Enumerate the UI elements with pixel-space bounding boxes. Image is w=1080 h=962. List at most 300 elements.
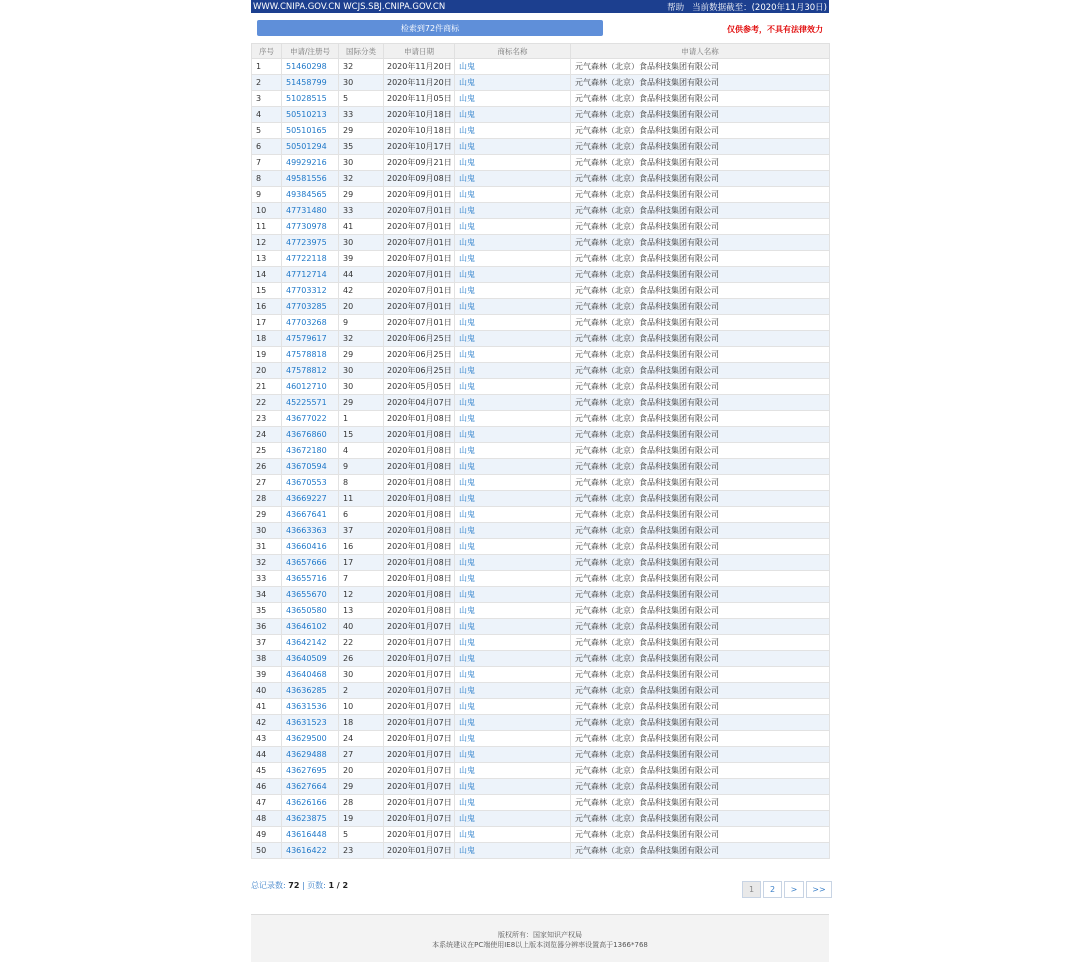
trademark-name-link[interactable]: 山鬼 bbox=[459, 558, 475, 567]
registration-number-link[interactable]: 47703312 bbox=[286, 286, 327, 295]
registration-number-cell bbox=[282, 219, 339, 235]
row-number bbox=[252, 123, 282, 139]
row-number: 20 bbox=[256, 366, 267, 375]
applicant-cell bbox=[571, 683, 830, 699]
registration-number-link[interactable]: 47578818 bbox=[286, 350, 327, 359]
registration-number-link[interactable]: 50510213 bbox=[286, 110, 327, 119]
table-row bbox=[252, 635, 830, 651]
registration-number-cell bbox=[282, 315, 339, 331]
applicant-cell bbox=[571, 315, 830, 331]
trademark-name-link[interactable]: 山鬼 bbox=[459, 478, 475, 487]
trademark-name-link[interactable]: 山鬼 bbox=[459, 814, 475, 823]
table-row bbox=[252, 299, 830, 315]
registration-number-link[interactable]: 47730978 bbox=[286, 222, 327, 231]
class-cell: 24 bbox=[343, 734, 354, 743]
trademark-name-link[interactable]: 山鬼 bbox=[459, 142, 475, 151]
table-row bbox=[252, 795, 830, 811]
row-number: 27 bbox=[256, 478, 267, 487]
trademark-name-link[interactable]: 山鬼 bbox=[459, 318, 475, 327]
trademark-name-link[interactable]: 山鬼 bbox=[459, 494, 475, 503]
applicant-cell: 元气森林（北京）食品科技集团有限公司 bbox=[575, 526, 719, 535]
header-class[interactable]: 国际分类 bbox=[339, 44, 384, 59]
registration-number-cell bbox=[282, 811, 339, 827]
date-cell bbox=[384, 699, 455, 715]
registration-number-link[interactable]: 43646102 bbox=[286, 622, 327, 631]
registration-number-cell bbox=[282, 459, 339, 475]
registration-number-link[interactable]: 43667641 bbox=[286, 510, 327, 519]
date-cell: 2020年05月05日 bbox=[387, 382, 452, 391]
registration-number-link[interactable]: 45225571 bbox=[286, 398, 327, 407]
table-row bbox=[252, 219, 830, 235]
table-row bbox=[252, 491, 830, 507]
applicant-cell: 元气森林（北京）食品科技集团有限公司 bbox=[575, 798, 719, 807]
trademark-name-link[interactable]: 山鬼 bbox=[459, 430, 475, 439]
row-number: 21 bbox=[256, 382, 267, 391]
trademark-name-link[interactable]: 山鬼 bbox=[459, 174, 475, 183]
trademark-name-link[interactable]: 山鬼 bbox=[459, 622, 475, 631]
class-cell bbox=[339, 411, 384, 427]
registration-number-link[interactable]: 43672180 bbox=[286, 446, 327, 455]
registration-number-link[interactable]: 46012710 bbox=[286, 382, 327, 391]
trademark-name-cell bbox=[455, 283, 571, 299]
registration-number-link[interactable]: 43650580 bbox=[286, 606, 327, 615]
registration-number-link[interactable]: 47712714 bbox=[286, 270, 327, 279]
trademark-name-cell bbox=[455, 459, 571, 475]
row-number: 34 bbox=[256, 590, 267, 599]
row-number bbox=[252, 347, 282, 363]
row-number: 23 bbox=[256, 414, 267, 423]
trademark-name-link[interactable]: 山鬼 bbox=[459, 382, 475, 391]
applicant-cell: 元气森林（北京）食品科技集团有限公司 bbox=[575, 238, 719, 247]
header-applicant[interactable]: 申请人名称 bbox=[571, 44, 830, 59]
class-cell: 10 bbox=[343, 702, 354, 711]
trademark-name-link[interactable]: 山鬼 bbox=[459, 670, 475, 679]
class-cell bbox=[339, 155, 384, 171]
class-cell bbox=[339, 427, 384, 443]
registration-number-link[interactable]: 47703285 bbox=[286, 302, 327, 311]
trademark-name-link[interactable]: 山鬼 bbox=[459, 414, 475, 423]
date-cell: 2020年01月08日 bbox=[387, 446, 452, 455]
registration-number-cell bbox=[282, 747, 339, 763]
trademark-name-link[interactable]: 山鬼 bbox=[459, 62, 475, 71]
registration-number-cell bbox=[282, 91, 339, 107]
registration-number-link[interactable]: 47579617 bbox=[286, 334, 327, 343]
date-cell bbox=[384, 283, 455, 299]
applicant-cell: 元气森林（北京）食品科技集团有限公司 bbox=[575, 766, 719, 775]
class-cell: 30 bbox=[343, 670, 354, 679]
date-cell: 2020年01月08日 bbox=[387, 558, 452, 567]
registration-number-link[interactable]: 43627664 bbox=[286, 782, 327, 791]
trademark-name-link[interactable]: 山鬼 bbox=[459, 398, 475, 407]
trademark-name-cell bbox=[455, 315, 571, 331]
header-date[interactable]: 申请日期 bbox=[384, 44, 455, 59]
class-cell bbox=[339, 571, 384, 587]
applicant-cell bbox=[571, 763, 830, 779]
row-number: 18 bbox=[256, 334, 267, 343]
registration-number-link[interactable]: 43642142 bbox=[286, 638, 327, 647]
trademark-name-cell bbox=[455, 699, 571, 715]
trademark-name-link[interactable]: 山鬼 bbox=[459, 510, 475, 519]
row-number: 36 bbox=[256, 622, 267, 631]
trademark-name-link[interactable]: 山鬼 bbox=[459, 302, 475, 311]
trademark-name-cell bbox=[455, 347, 571, 363]
row-number bbox=[252, 59, 282, 75]
row-number bbox=[252, 379, 282, 395]
class-cell: 9 bbox=[343, 318, 349, 327]
record-summary bbox=[251, 880, 348, 891]
registration-number-link[interactable]: 50510165 bbox=[286, 126, 327, 135]
date-cell bbox=[384, 683, 455, 699]
date-cell bbox=[384, 107, 455, 123]
registration-number-cell bbox=[282, 379, 339, 395]
trademark-name-link[interactable]: 山鬼 bbox=[459, 574, 475, 583]
row-number: 29 bbox=[256, 510, 267, 519]
registration-number-link[interactable]: 43670594 bbox=[286, 462, 327, 471]
date-cell bbox=[384, 379, 455, 395]
applicant-cell bbox=[571, 555, 830, 571]
row-number: 22 bbox=[256, 398, 267, 407]
applicant-cell: 元气森林（北京）食品科技集团有限公司 bbox=[575, 494, 719, 503]
registration-number-link[interactable]: 47722118 bbox=[286, 254, 327, 263]
applicant-cell bbox=[571, 219, 830, 235]
applicant-cell: 元气森林（北京）食品科技集团有限公司 bbox=[575, 190, 719, 199]
registration-number-link[interactable]: 43629500 bbox=[286, 734, 327, 743]
class-cell bbox=[339, 459, 384, 475]
row-number bbox=[252, 635, 282, 651]
table-row bbox=[252, 395, 830, 411]
row-number: 31 bbox=[256, 542, 267, 551]
row-number bbox=[252, 267, 282, 283]
row-number: 7 bbox=[256, 158, 262, 167]
class-cell: 18 bbox=[343, 718, 354, 727]
trademark-name-link[interactable]: 山鬼 bbox=[459, 846, 475, 855]
class-cell bbox=[339, 651, 384, 667]
top-bar bbox=[251, 0, 829, 13]
applicant-cell bbox=[571, 299, 830, 315]
date-cell bbox=[384, 395, 455, 411]
date-cell: 2020年01月07日 bbox=[387, 670, 452, 679]
table-row bbox=[252, 507, 830, 523]
registration-number-link[interactable]: 43616448 bbox=[286, 830, 327, 839]
trademark-name-link[interactable]: 山鬼 bbox=[459, 590, 475, 599]
trademark-name-link[interactable]: 山鬼 bbox=[459, 190, 475, 199]
search-result-row bbox=[251, 13, 829, 43]
registration-number-link[interactable]: 49581556 bbox=[286, 174, 327, 183]
registration-number-link[interactable]: 43631536 bbox=[286, 702, 327, 711]
date-cell bbox=[384, 619, 455, 635]
row-number bbox=[252, 811, 282, 827]
registration-number-link[interactable]: 43627695 bbox=[286, 766, 327, 775]
table-row bbox=[252, 603, 830, 619]
date-cell: 2020年01月07日 bbox=[387, 638, 452, 647]
page-2-button[interactable]: 2 bbox=[763, 881, 782, 898]
date-cell bbox=[384, 91, 455, 107]
class-cell bbox=[339, 395, 384, 411]
row-number: 17 bbox=[256, 318, 267, 327]
row-number: 33 bbox=[256, 574, 267, 583]
trademark-name-link[interactable]: 山鬼 bbox=[459, 606, 475, 615]
trademark-name-link[interactable]: 山鬼 bbox=[459, 798, 475, 807]
registration-number-link[interactable]: 43623875 bbox=[286, 814, 327, 823]
class-cell: 29 bbox=[343, 398, 354, 407]
registration-number-link[interactable]: 49929216 bbox=[286, 158, 327, 167]
applicant-cell bbox=[571, 331, 830, 347]
header-trademark-name[interactable]: 商标名称 bbox=[455, 44, 571, 59]
applicant-cell: 元气森林（北京）食品科技集团有限公司 bbox=[575, 622, 719, 631]
class-cell bbox=[339, 843, 384, 859]
row-number bbox=[252, 459, 282, 475]
row-number bbox=[252, 107, 282, 123]
copyright-footer bbox=[251, 914, 829, 962]
row-number: 50 bbox=[256, 846, 267, 855]
row-number bbox=[252, 411, 282, 427]
class-cell bbox=[339, 443, 384, 459]
trademark-name-link[interactable]: 山鬼 bbox=[459, 830, 475, 839]
row-number bbox=[252, 139, 282, 155]
registration-number-link[interactable]: 43616422 bbox=[286, 846, 327, 855]
trademark-name-cell bbox=[455, 299, 571, 315]
class-cell: 16 bbox=[343, 542, 354, 551]
registration-number-link[interactable]: 47578812 bbox=[286, 366, 327, 375]
registration-number-cell bbox=[282, 555, 339, 571]
trademark-name-link[interactable]: 山鬼 bbox=[459, 686, 475, 695]
trademark-name-link[interactable]: 山鬼 bbox=[459, 638, 475, 647]
row-number: 4 bbox=[256, 110, 262, 119]
trademark-name-cell bbox=[455, 683, 571, 699]
applicant-cell: 元气森林（北京）食品科技集团有限公司 bbox=[575, 574, 719, 583]
table-row bbox=[252, 715, 830, 731]
registration-number-link[interactable]: 43629488 bbox=[286, 750, 327, 759]
applicant-cell bbox=[571, 283, 830, 299]
trademark-name-cell bbox=[455, 59, 571, 75]
trademark-name-link[interactable]: 山鬼 bbox=[459, 766, 475, 775]
class-cell: 15 bbox=[343, 430, 354, 439]
row-number bbox=[252, 779, 282, 795]
trademark-name-link[interactable]: 山鬼 bbox=[459, 366, 475, 375]
date-cell: 2020年10月18日 bbox=[387, 110, 452, 119]
trademark-name-link[interactable]: 山鬼 bbox=[459, 718, 475, 727]
applicant-cell: 元气森林（北京）食品科技集团有限公司 bbox=[575, 590, 719, 599]
row-number: 32 bbox=[256, 558, 267, 567]
date-cell bbox=[384, 651, 455, 667]
table-row bbox=[252, 443, 830, 459]
date-cell: 2020年01月07日 bbox=[387, 766, 452, 775]
trademark-name-link[interactable]: 山鬼 bbox=[459, 654, 475, 663]
registration-number-cell bbox=[282, 443, 339, 459]
applicant-cell bbox=[571, 491, 830, 507]
registration-number-link[interactable]: 51028515 bbox=[286, 94, 327, 103]
trademark-name-link[interactable]: 山鬼 bbox=[459, 782, 475, 791]
registration-number-link[interactable]: 50501294 bbox=[286, 142, 327, 151]
registration-number-link[interactable]: 47731480 bbox=[286, 206, 327, 215]
next-page-button[interactable]: > bbox=[784, 881, 804, 898]
trademark-table bbox=[251, 43, 830, 859]
date-cell bbox=[384, 171, 455, 187]
registration-number-link[interactable]: 43660416 bbox=[286, 542, 327, 551]
trademark-name-link[interactable]: 山鬼 bbox=[459, 158, 475, 167]
registration-number-cell bbox=[282, 299, 339, 315]
trademark-name-link[interactable]: 山鬼 bbox=[459, 286, 475, 295]
table-row bbox=[252, 475, 830, 491]
class-cell bbox=[339, 491, 384, 507]
class-cell bbox=[339, 747, 384, 763]
registration-number-link[interactable]: 43640468 bbox=[286, 670, 327, 679]
class-cell bbox=[339, 331, 384, 347]
row-number: 38 bbox=[256, 654, 267, 663]
copyright-line: 版权所有：国家知识产权局 bbox=[498, 931, 582, 939]
row-number bbox=[252, 475, 282, 491]
applicant-cell: 元气森林（北京）食品科技集团有限公司 bbox=[575, 158, 719, 167]
trademark-name-link[interactable]: 山鬼 bbox=[459, 334, 475, 343]
trademark-name-link[interactable]: 山鬼 bbox=[459, 94, 475, 103]
registration-number-cell bbox=[282, 827, 339, 843]
applicant-cell bbox=[571, 411, 830, 427]
registration-number-cell bbox=[282, 475, 339, 491]
registration-number-link[interactable]: 43631523 bbox=[286, 718, 327, 727]
row-number bbox=[252, 507, 282, 523]
applicant-cell: 元气森林（北京）食品科技集团有限公司 bbox=[575, 750, 719, 759]
registration-number-link[interactable]: 43676860 bbox=[286, 430, 327, 439]
registration-number-cell bbox=[282, 491, 339, 507]
row-number: 5 bbox=[256, 126, 262, 135]
registration-number-link[interactable]: 43655716 bbox=[286, 574, 327, 583]
registration-number-cell bbox=[282, 539, 339, 555]
registration-number-link[interactable]: 43626166 bbox=[286, 798, 327, 807]
trademark-name-link[interactable]: 山鬼 bbox=[459, 446, 475, 455]
pages-value: 1 / 2 bbox=[328, 881, 349, 890]
applicant-cell bbox=[571, 539, 830, 555]
table-row bbox=[252, 843, 830, 859]
trademark-name-link[interactable]: 山鬼 bbox=[459, 206, 475, 215]
table-header-row bbox=[252, 44, 830, 59]
data-date-label: 当前数据截至：(2020年11月30日) bbox=[692, 2, 827, 13]
class-cell: 2 bbox=[343, 686, 349, 695]
registration-number-cell bbox=[282, 667, 339, 683]
trademark-name-link[interactable]: 山鬼 bbox=[459, 526, 475, 535]
applicant-cell: 元气森林（北京）食品科技集团有限公司 bbox=[575, 830, 719, 839]
row-number bbox=[252, 747, 282, 763]
trademark-name-link[interactable]: 山鬼 bbox=[459, 270, 475, 279]
date-cell: 2020年01月08日 bbox=[387, 574, 452, 583]
date-cell: 2020年11月05日 bbox=[387, 94, 452, 103]
trademark-name-cell bbox=[455, 187, 571, 203]
registration-number-link[interactable]: 43663363 bbox=[286, 526, 327, 535]
row-number: 30 bbox=[256, 526, 267, 535]
table-row bbox=[252, 107, 830, 123]
trademark-name-link[interactable]: 山鬼 bbox=[459, 350, 475, 359]
date-cell bbox=[384, 411, 455, 427]
date-cell: 2020年01月07日 bbox=[387, 686, 452, 695]
registration-number-link[interactable]: 47723975 bbox=[286, 238, 327, 247]
trademark-name-link[interactable]: 山鬼 bbox=[459, 238, 475, 247]
row-number bbox=[252, 827, 282, 843]
registration-number-link[interactable]: 43657666 bbox=[286, 558, 327, 567]
class-cell: 29 bbox=[343, 350, 354, 359]
trademark-name-link[interactable]: 山鬼 bbox=[459, 78, 475, 87]
registration-number-link[interactable]: 49384565 bbox=[286, 190, 327, 199]
applicant-cell: 元气森林（北京）食品科技集团有限公司 bbox=[575, 462, 719, 471]
applicant-cell bbox=[571, 395, 830, 411]
class-cell: 33 bbox=[343, 206, 354, 215]
date-cell: 2020年07月01日 bbox=[387, 286, 452, 295]
date-cell bbox=[384, 187, 455, 203]
applicant-cell: 元气森林（北京）食品科技集团有限公司 bbox=[575, 126, 719, 135]
trademark-name-cell bbox=[455, 219, 571, 235]
applicant-cell: 元气森林（北京）食品科技集团有限公司 bbox=[575, 142, 719, 151]
date-cell bbox=[384, 75, 455, 91]
applicant-cell: 元气森林（北京）食品科技集团有限公司 bbox=[575, 62, 719, 71]
applicant-cell: 元气森林（北京）食品科技集团有限公司 bbox=[575, 222, 719, 231]
class-cell: 33 bbox=[343, 110, 354, 119]
registration-number-link[interactable]: 51458799 bbox=[286, 78, 327, 87]
applicant-cell bbox=[571, 203, 830, 219]
date-cell: 2020年01月07日 bbox=[387, 622, 452, 631]
trademark-name-cell bbox=[455, 491, 571, 507]
registration-number-link[interactable]: 51460298 bbox=[286, 62, 327, 71]
header-reg-no[interactable]: 申请/注册号 bbox=[282, 44, 339, 59]
registration-number-link[interactable]: 43640509 bbox=[286, 654, 327, 663]
date-cell: 2020年07月01日 bbox=[387, 270, 452, 279]
trademark-name-link[interactable]: 山鬼 bbox=[459, 750, 475, 759]
registration-number-link[interactable]: 43670553 bbox=[286, 478, 327, 487]
last-page-button[interactable]: >> bbox=[806, 881, 832, 898]
date-cell bbox=[384, 203, 455, 219]
date-cell bbox=[384, 491, 455, 507]
table-row bbox=[252, 747, 830, 763]
registration-number-cell bbox=[282, 587, 339, 603]
class-cell bbox=[339, 715, 384, 731]
trademark-name-link[interactable]: 山鬼 bbox=[459, 462, 475, 471]
class-cell bbox=[339, 811, 384, 827]
table-row bbox=[252, 235, 830, 251]
registration-number-link[interactable]: 43655670 bbox=[286, 590, 327, 599]
header-no[interactable]: 序号 bbox=[252, 44, 282, 59]
registration-number-link[interactable]: 43636285 bbox=[286, 686, 327, 695]
table-row bbox=[252, 427, 830, 443]
registration-number-link[interactable]: 43669227 bbox=[286, 494, 327, 503]
row-number bbox=[252, 603, 282, 619]
date-cell: 2020年01月07日 bbox=[387, 702, 452, 711]
row-number: 10 bbox=[256, 206, 267, 215]
search-result-button[interactable]: 检索到72件商标 bbox=[257, 20, 603, 36]
row-number bbox=[252, 715, 282, 731]
trademark-name-link[interactable]: 山鬼 bbox=[459, 126, 475, 135]
trademark-name-link[interactable]: 山鬼 bbox=[459, 734, 475, 743]
class-cell bbox=[339, 187, 384, 203]
trademark-name-link[interactable]: 山鬼 bbox=[459, 222, 475, 231]
help-link[interactable]: 帮助 bbox=[667, 2, 685, 13]
row-number bbox=[252, 667, 282, 683]
trademark-name-link[interactable]: 山鬼 bbox=[459, 110, 475, 119]
class-cell: 27 bbox=[343, 750, 354, 759]
trademark-name-cell bbox=[455, 827, 571, 843]
table-row bbox=[252, 827, 830, 843]
applicant-cell bbox=[571, 267, 830, 283]
trademark-name-cell bbox=[455, 203, 571, 219]
registration-number-link[interactable]: 47703268 bbox=[286, 318, 327, 327]
trademark-name-link[interactable]: 山鬼 bbox=[459, 542, 475, 551]
row-number: 28 bbox=[256, 494, 267, 503]
registration-number-link[interactable]: 43677022 bbox=[286, 414, 327, 423]
trademark-name-link[interactable]: 山鬼 bbox=[459, 702, 475, 711]
row-number bbox=[252, 843, 282, 859]
date-cell: 2020年01月07日 bbox=[387, 750, 452, 759]
page-1-button[interactable]: 1 bbox=[742, 881, 761, 898]
trademark-name-cell bbox=[455, 715, 571, 731]
trademark-name-link[interactable]: 山鬼 bbox=[459, 254, 475, 263]
trademark-name-cell bbox=[455, 331, 571, 347]
class-cell: 4 bbox=[343, 446, 349, 455]
